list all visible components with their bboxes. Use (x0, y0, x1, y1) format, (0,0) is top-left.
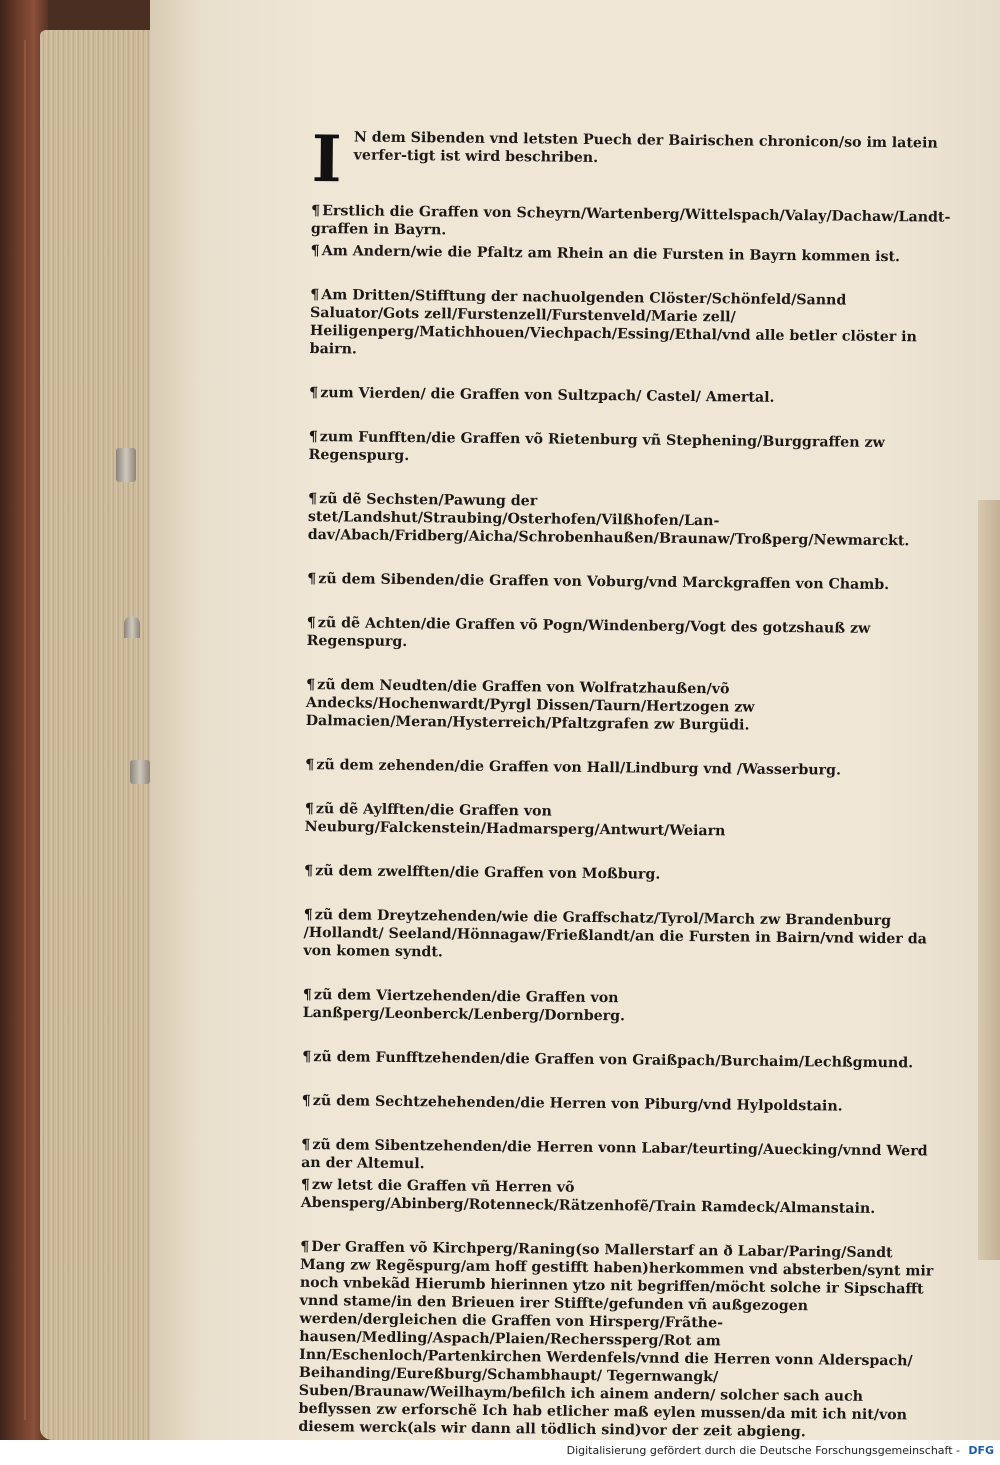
entry-text: zũ dem zehenden/die Graffen von Hall/Lindburg vnd /Wasserburg. (316, 757, 842, 779)
entry (303, 906, 944, 967)
entry-text: Erstlich die Graffen von Scheyrn/Wartenberg/Wittelspach/Valay/Dachaw/Landt-graffen in Bayrn. (310, 203, 951, 239)
dfg-logo: DFG (968, 1444, 994, 1457)
entry (302, 1092, 942, 1117)
paragraph-mark: ¶ (302, 1048, 312, 1066)
footer-bar (0, 1440, 1000, 1465)
entry-text: zũ dem Neudten/die Graffen von Wolfratzhaußen/võ Andecks/Hochenwardt/Pyrgl Dissen/Taurn/Hertzogen zw Dalmacien/Meran/Hysterreich/Pfaltzgrafen zw Burgüdi. (305, 677, 755, 734)
entry (302, 1048, 942, 1073)
entry-text: zũ dem Dreytzehenden/wie die Graffschatz/Tyrol/March zw Brandenburg /Hollandt/ Seeland/Hönnagaw/Frießlandt/an die Fursten in Bairn/vnd wider da von komen syndt. (303, 907, 927, 961)
entry (301, 1136, 941, 1179)
entry (305, 800, 945, 843)
paragraph-mark: ¶ (304, 862, 314, 880)
paragraph-mark: ¶ (305, 756, 315, 774)
entry (307, 570, 947, 595)
entry (308, 490, 949, 551)
paragraph-mark: ¶ (307, 570, 317, 588)
paragraph-mark: ¶ (300, 1176, 311, 1194)
funding-note: Digitalisierung gefördert durch die Deutsche Forschungsgemeinschaft - (566, 1444, 960, 1457)
paragraph-mark: ¶ (310, 242, 320, 260)
next-page-edge (978, 500, 1000, 1260)
entry-text: zũ dẽ Aylfften/die Graffen von Neuburg/Falckenstein/Hadmarsperg/Antwurt/Weiarn (304, 801, 726, 840)
entry (303, 986, 943, 1029)
entry-text: zũ dem zwelfften/die Graffen von Moßburg. (315, 863, 661, 883)
paragraph-mark: ¶ (306, 614, 316, 632)
paragraph-mark: ¶ (311, 202, 321, 220)
entry-text: zũ dem Sibentzehenden/die Herren vonn Labar/teurting/Auecking/vnnd Werd an der Altemul. (301, 1137, 928, 1173)
paragraph-mark: ¶ (300, 1238, 310, 1256)
entry-text: zum Funfften/die Graffen võ Rietenburg vñ Stephening/Burggraffen zw Regenspurg. (308, 429, 885, 465)
entry (311, 202, 951, 245)
paragraph-mark: ¶ (302, 986, 313, 1004)
entry-text: zũ dẽ Achten/die Graffen võ Pogn/Windenberg/Vogt des gotzshauß zw Regenspurg. (306, 615, 871, 651)
entry-text: zũ dem Sibenden/die Graffen von Voburg/vnd Marckgraffen von Chamb. (318, 571, 890, 594)
page-text (298, 122, 952, 1440)
closing-text: Der Graffen võ Kirchperg/Raning(so Mallerstarf an ð Labar/Paring/Sandt Mang zw Regẽspurg/am hoff gestifft haben)herkommen vnd absterben/synt mir noch vnbekãd Hierumb hierinnen ytzo nit begriffen/möcht solche ir Sipschafft vnnd stame/in den Brieuen irer Stiffte/gefunden vñ außgezogen werden/dergleichen die Graffen von Hirsperg/Frãthe-hausen/Medling/Aspach/Plaien/Recherssperg/Rot am Inn/Eschenloch/Partenkirchen Werdenfels/vnnd die Herren vonn Alderspach/ Beihanding/Eureßburg/Schambhaupt/ Tegernwangk/ Suben/Braunaw/Weilhaym/befilch ich ainem andern/ solcher sach auch beflyssen zw erforschẽ Ich hab etlicher maß eylen mussen/da mit ich nit/von diesem werck(als wir dann all tödlich sind)vor der zeit abgieng. (298, 1239, 934, 1440)
closing-paragraph (298, 1238, 940, 1440)
entry-text: zũ dem Viertzehenden/die Graffen von Lanßperg/Leonberck/Lenberg/Dornberg. (302, 987, 626, 1025)
entry (310, 286, 951, 365)
paragraph-mark: ¶ (304, 800, 314, 818)
paragraph-mark: ¶ (309, 384, 319, 402)
entry-text: zw letst die Graffen vñ Herren võ Abensperg/Abinberg/Rotenneck/Rätzenhofẽ/Train Ramdeck/Almanstain. (300, 1177, 876, 1217)
entry-text: zũ dẽ Sechsten/Pawung der stet/Landshut/Straubing/Osterhofen/Vilßhofen/Lan-dav/Abach/Fridberg/Aicha/Schrobenhaußen/Braunaw/Troßperg/Newmarckt. (307, 491, 910, 550)
clasp-middle (124, 616, 140, 638)
paragraph-mark: ¶ (308, 490, 318, 508)
entry-text: zum Vierden/ die Graffen von Sultzpach/ Castel/ Amertal. (320, 385, 775, 406)
clasp-lower (130, 760, 150, 784)
entry (306, 676, 947, 737)
entry-text: Am Dritten/Stifftung der nachuolgenden Clöster/Schönfeld/Sannd Saluator/Gots zell/Furstenzell/Furstenveld/Marie zell/ Heiligenperg/Matichhouen/Viechpach/Essing/Ethal/vnd alle betler clöster in bairn. (309, 287, 918, 358)
clasp-upper (116, 448, 136, 482)
entry-text: zũ dem Sechtzehehenden/die Herren von Piburg/vnd Hylpoldstain. (312, 1093, 843, 1115)
paragraph-mark: ¶ (301, 1136, 311, 1154)
entry (308, 428, 948, 471)
paragraph-mark: ¶ (308, 428, 318, 446)
page-edges (40, 30, 160, 1440)
decorated-initial: I (311, 122, 342, 198)
intro-text: N dem Sibenden vnd letsten Puech der Bairischen chronicon/so im latein verfer-tigt ist wird beschriben. (353, 129, 938, 166)
entry (305, 756, 945, 781)
cover-edge (6, 40, 26, 1420)
entry-text: zũ dem Funfftzehenden/die Graffen von Graißpach/Burchaim/Lechßgmund. (313, 1049, 914, 1072)
paragraph-mark: ¶ (310, 286, 320, 304)
intro-paragraph (311, 122, 952, 205)
paragraph-mark: ¶ (303, 906, 313, 924)
entry (301, 1176, 941, 1219)
entry (309, 384, 949, 409)
entry (311, 242, 951, 267)
entry (307, 614, 947, 657)
paragraph-mark: ¶ (306, 676, 316, 694)
paragraph-mark: ¶ (301, 1092, 311, 1110)
entry (304, 862, 944, 887)
entry-text: Am Andern/wie die Pfaltz am Rhein an die Fursten in Bayrn kommen ist. (321, 243, 901, 266)
